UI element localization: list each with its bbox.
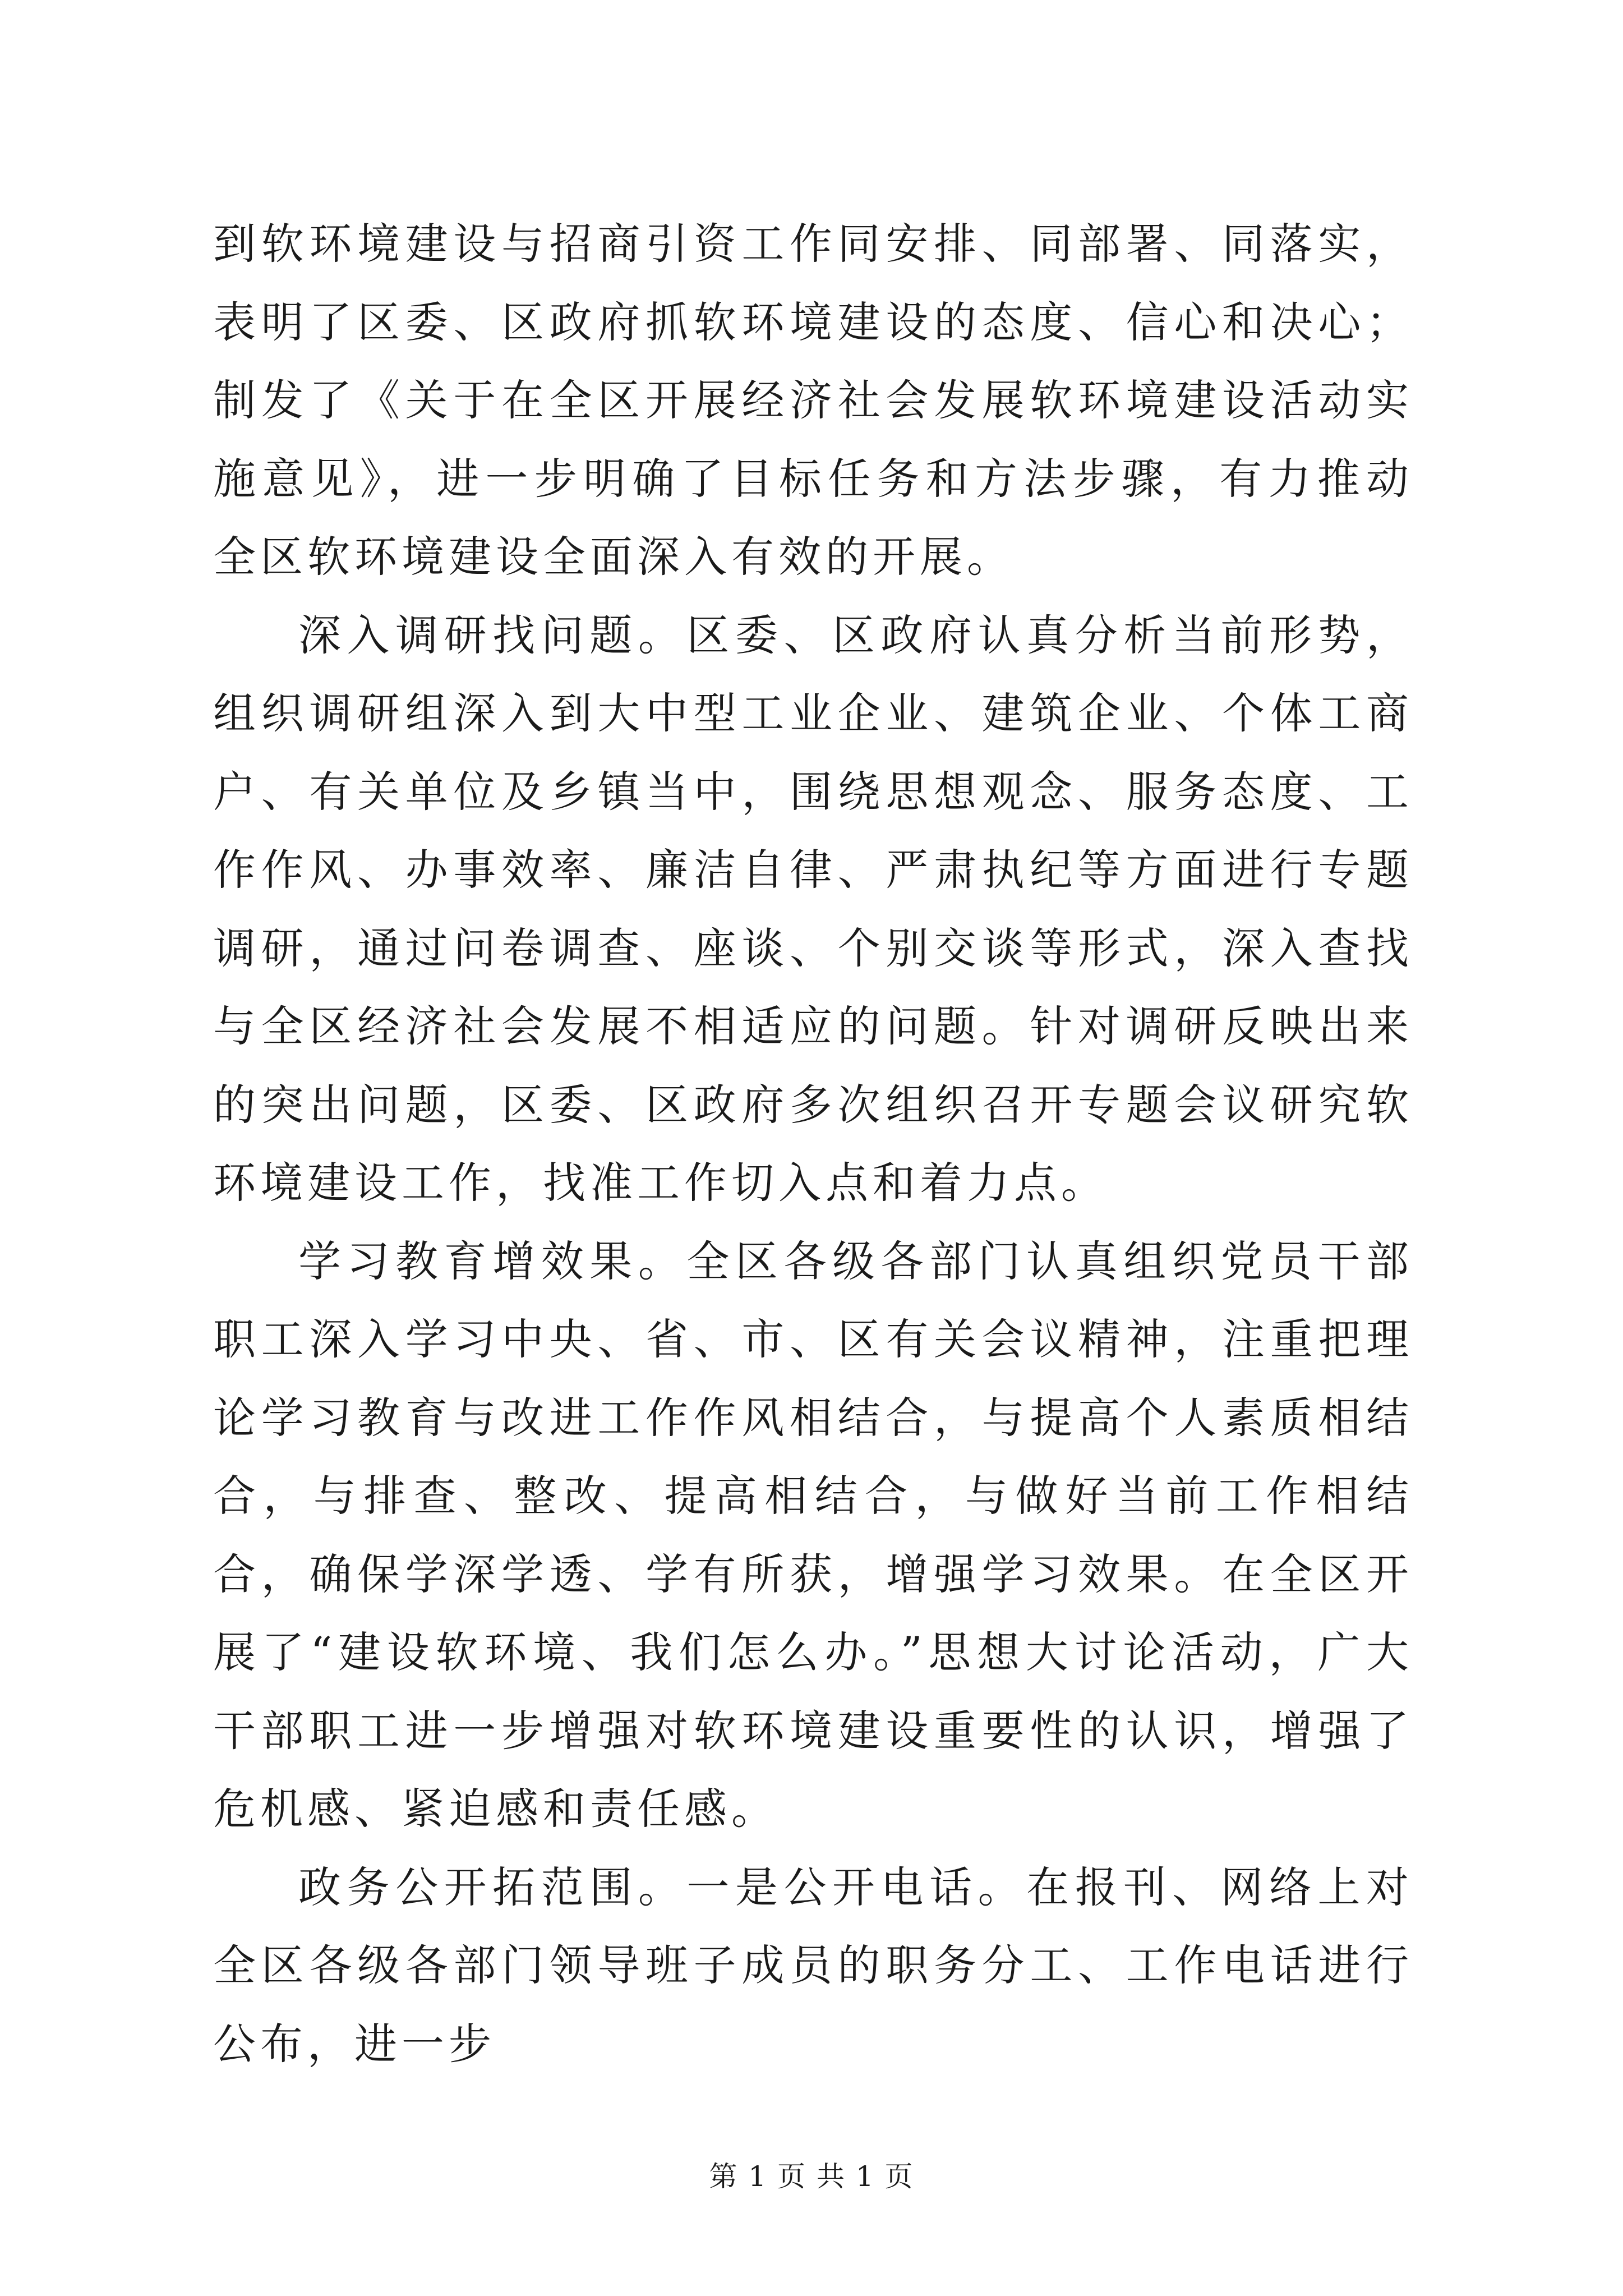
paragraph-government-affairs: 政务公开拓范围。一是公开电话。在报刊、网络上对全区各级各部门领导班子成员的职务分工、工作电话进行公布，进一步 <box>213 1862 1413 2069</box>
paragraph-continuation: 到软环境建设与招商引资工作同安排、同部署、同落实，表明了区委、区政府抓软环境建设的态度、信心和决心；制发了《关于在全区开展经济社会发展软环境建设活动实施意见》，进一步明确了目标任务和方法步骤，有力推动全区软环境建设全面深入有效的开展。 <box>213 219 1413 582</box>
page-footer: 第 1 页 共 1 页 <box>709 2160 914 2193</box>
document-body <box>213 205 1413 2083</box>
paragraph-education: 学习教育增效果。全区各级各部门认真组织党员干部职工深入学习中央、省、市、区有关会议精神，注重把理论学习教育与改进工作作风相结合，与提高个人素质相结合，与排查、整改、提高相结合，与做好当前工作相结合，确保学深学透、学有所获，增强学习效果。在全区开展了“建设软环境、我们怎么办。”思想大讨论活动，广大干部职工进一步增强对软环境建设重要性的认识，增强了危机感、紧迫感和责任感。 <box>213 1236 1413 1834</box>
paragraph-research: 深入调研找问题。区委、区政府认真分析当前形势，组织调研组深入到大中型工业企业、建筑企业、个体工商户、有关单位及乡镇当中，围绕思想观念、服务态度、工作作风、办事效率、廉洁自律、严肃执纪等方面进行专题调研，通过问卷调查、座谈、个别交谈等形式，深入查找与全区经济社会发展不相适应的问题。针对调研反映出来的突出问题，区委、区政府多次组织召开专题会议研究软环境建设工作，找准工作切入点和着力点。 <box>213 610 1413 1208</box>
